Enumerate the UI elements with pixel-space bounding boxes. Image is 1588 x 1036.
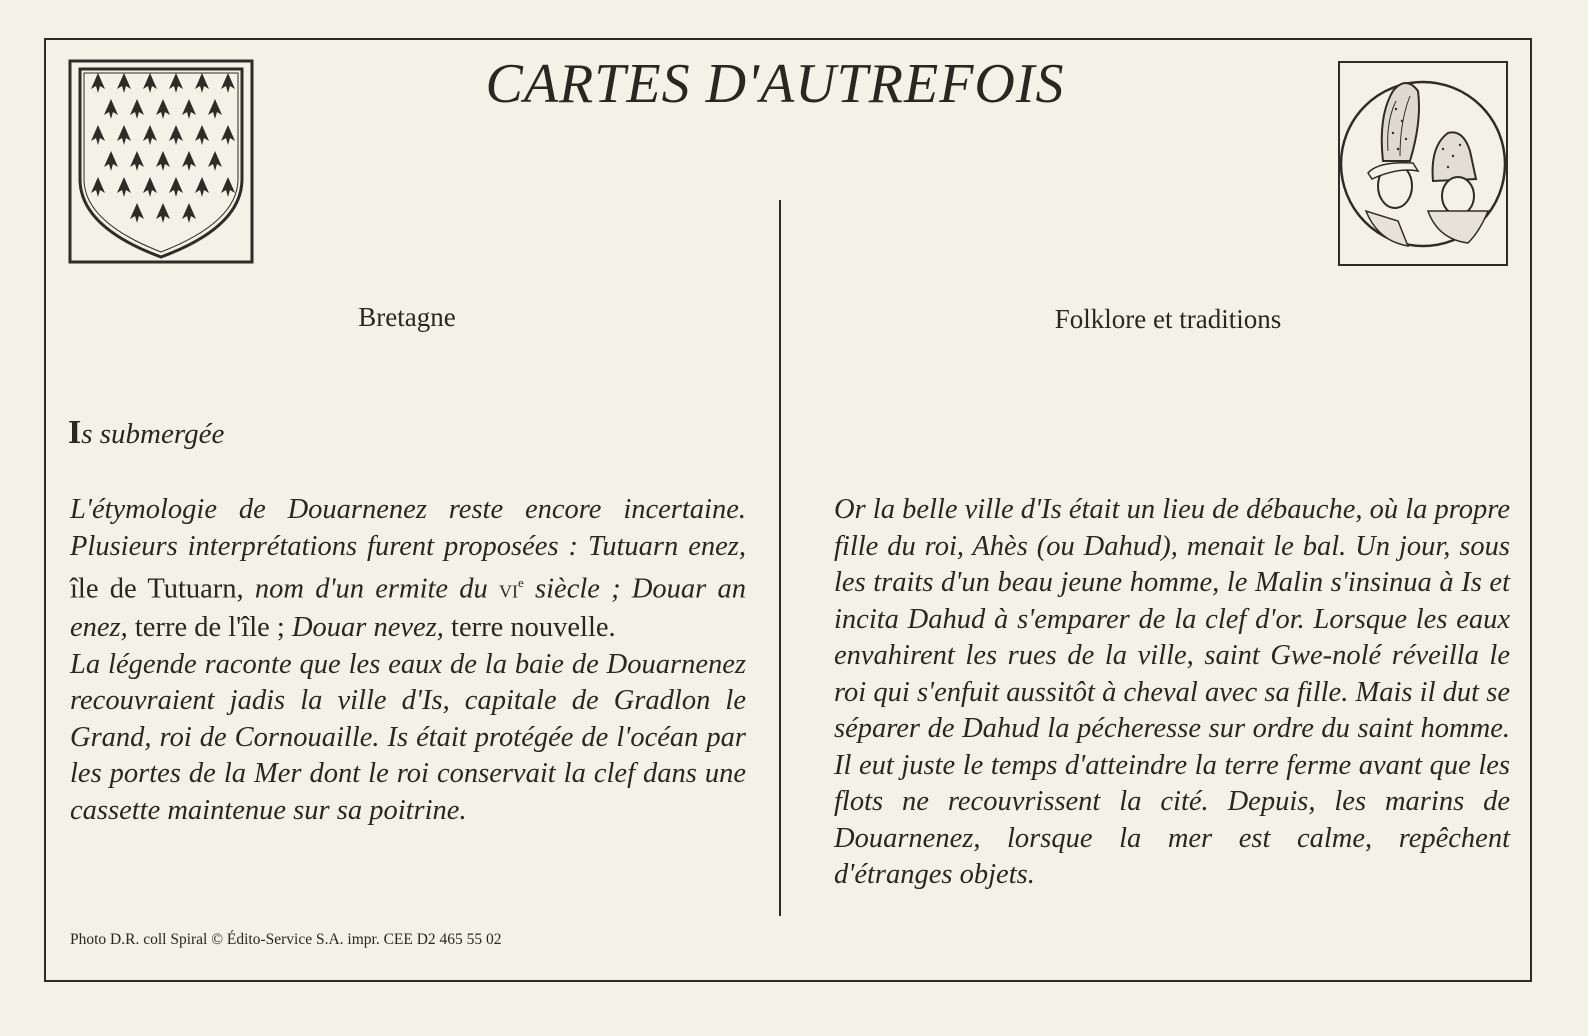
ermine-spot-icon — [104, 151, 118, 171]
ermine-spot-icon — [195, 73, 209, 93]
story-title-dropcap: I — [68, 414, 82, 451]
ermine-spot-icon — [91, 73, 105, 93]
ermine-spot-icon — [208, 99, 222, 119]
category-heading: Folklore et traditions — [1054, 304, 1282, 334]
etymology-text-1: L'étymologie de Douarnenez reste encore incertaine. Plusieurs interprétations furent proposées : Tutuarn enez, — [70, 494, 746, 562]
ermine-spot-icon — [156, 203, 170, 223]
ermine-spot-icon — [156, 151, 170, 171]
vertical-divider — [779, 200, 781, 916]
ermine-spot-icon — [117, 73, 131, 93]
ermine-spot-icon — [195, 125, 209, 145]
ermine-spot-icon — [169, 73, 183, 93]
ermine-spot-icon — [156, 99, 170, 119]
etymology-text-7: terre nouvelle. — [443, 612, 616, 643]
ermine-spot-icon — [130, 203, 144, 223]
etymology-text-4: siècle ; Douar an enez, — [70, 573, 746, 643]
ermine-spot-icon — [143, 73, 157, 93]
etymology-text-6: Douar nevez, — [291, 612, 444, 643]
ermine-spot-icon — [91, 125, 105, 145]
ermine-spot-icon — [117, 125, 131, 145]
card-title: CARTES D'AUTREFOIS — [485, 53, 1065, 115]
breton-coiffes-medallion — [1338, 61, 1508, 266]
ermine-spot-icon — [130, 99, 144, 119]
ermine-spot-icon — [130, 151, 144, 171]
photo-credit: Photo D.R. coll Spiral © Édito-Service S.A. impr. CEE D2 465 55 02 — [70, 931, 502, 948]
story-title-rest: s submergée — [81, 418, 225, 450]
etymology-text-5: terre de l'île ; — [127, 612, 292, 643]
ermine-spot-icon — [221, 125, 235, 145]
story-paragraph: Or la belle ville d'Is était un lieu de débauche, où la propre fille du roi, Ahès (ou Dahud), menait le bal. Un jour, sous les traits d'un beau jeune homme, le Malin s'insinua à Is et incita Dahud à s'emparer de la clef d'or. Lorsque les eaux envahirent les rues de la ville, saint Gwe-nolé réveilla le roi qui s'enfuit aussitôt à cheval avec sa fille. Mais il dut se séparer de Dahud la pécheresse sur ordre du saint homme. Il eut juste le temps d'atteindre la terre ferme avant que les flots ne recouvrissent la cité. Depuis, les marins de Douarnenez, lorsque la mer est calme, repêchent d'étranges objets. — [834, 494, 1510, 890]
ermine-spot-icon — [169, 177, 183, 197]
region-heading: Bretagne — [358, 302, 456, 332]
ermine-spot-icon — [221, 73, 235, 93]
century-suffix: e — [518, 575, 524, 590]
etymology-text-2: île de Tutuarn, — [70, 573, 255, 605]
ermine-spot-icon — [169, 125, 183, 145]
etymology-paragraph — [70, 492, 746, 647]
ermine-spot-icon — [91, 177, 105, 197]
etymology-text-3: nom d'un ermite du — [254, 573, 500, 605]
century-numeral: VI — [499, 581, 519, 602]
ermine-spot-icon — [182, 151, 196, 171]
ermine-spot-icon — [117, 177, 131, 197]
ermine-spot-icon — [182, 203, 196, 223]
ermine-spot-icon — [208, 151, 222, 171]
ermine-spot-icon — [104, 99, 118, 119]
ermine-spot-icon — [182, 99, 196, 119]
legend-paragraph: La légende raconte que les eaux de la baie de Douarnenez recouvraient jadis la ville d'Is, capitale de Gradlon le Grand, roi de Cornouaille. Is était protégée de l'océan par les portes de la Mer dont le roi conservait la clef dans une cassette maintenue sur sa poitrine. — [70, 648, 746, 826]
right-column-text — [834, 492, 1510, 894]
story-title — [68, 414, 224, 452]
ermine-spot-icon — [221, 177, 235, 197]
ermine-spot-icon — [143, 125, 157, 145]
ermine-spots — [91, 73, 235, 223]
ermine-spot-icon — [143, 177, 157, 197]
brittany-ermine-shield-icon — [68, 59, 254, 264]
ermine-spot-icon — [195, 177, 209, 197]
left-column-text — [70, 492, 746, 829]
